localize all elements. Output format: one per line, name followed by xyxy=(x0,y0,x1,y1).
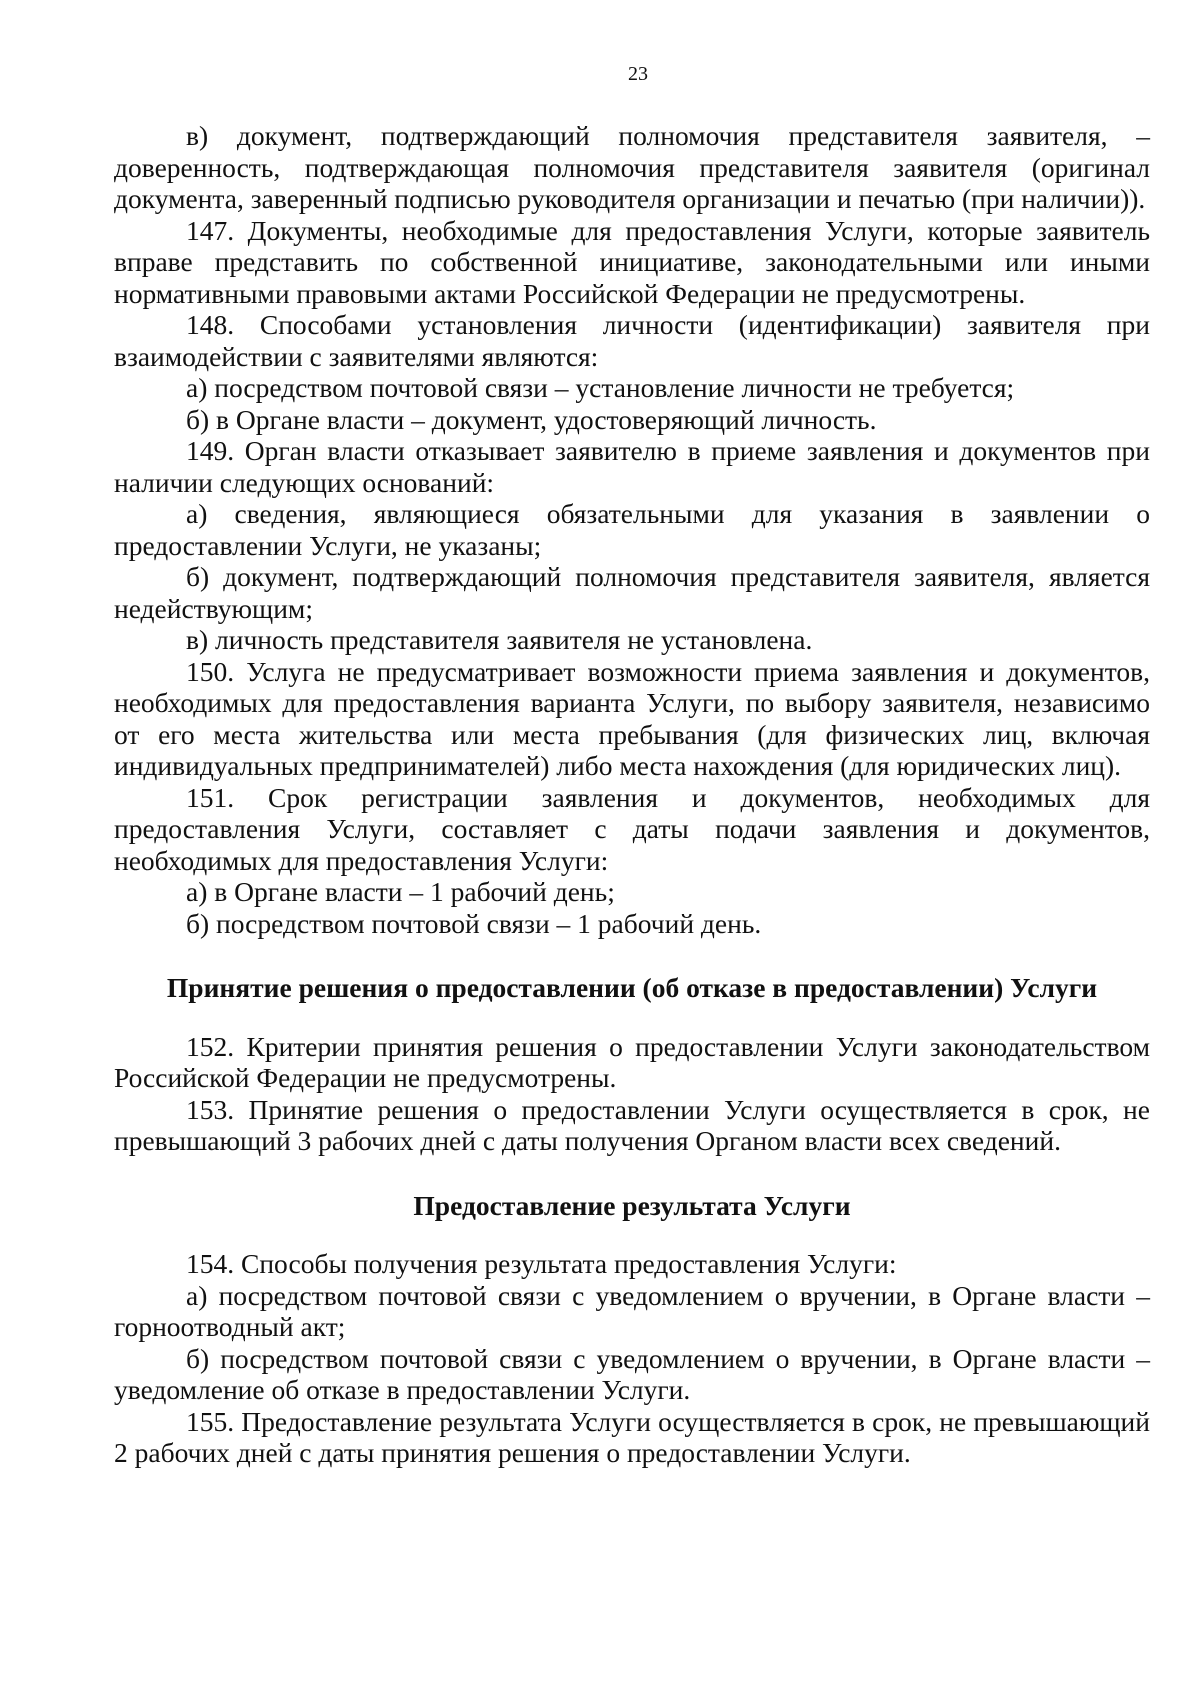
paragraph-155: 155. Предоставление результата Услуги осуществляется в срок, не превышающий 2 рабочих дней с даты принятия решения о предоставлении Услуги. xyxy=(114,1405,1150,1468)
spacer xyxy=(114,1157,1150,1190)
section-result xyxy=(114,1248,1150,1469)
paragraph-151-b: б) посредством почтовой связи – 1 рабочий день. xyxy=(186,907,762,939)
section-procedure-items xyxy=(114,120,1150,939)
paragraph-148-a: а) посредством почтовой связи – установление личности не требуется; xyxy=(186,372,1015,403)
paragraph-148-b: б) в Органе власти – документ, удостоверяющий личность. xyxy=(186,403,877,435)
paragraph-150: 150. Услуга не предусматривает возможности приема заявления и документов, необходимых для предоставления варианта Услуги, по выбору заявителя, независимо от его места жительства или места пребывания (для физических лиц, включая индивидуальных предпринимателей) либо места нахождения (для юридических лиц). xyxy=(114,655,1150,781)
paragraph-152: 152. Критерии принятия решения о предоставлении Услуги законодательством Российской Федерации не предусмотрены. xyxy=(114,1030,1150,1093)
paragraph-146-v: в) документ, подтверждающий полномочия представителя заявителя, – доверенность, подтверждающая полномочия представителя заявителя (оригинал документа, заверенный подписью руководителя организации и печатью (при наличии)). xyxy=(114,120,1150,214)
spacer xyxy=(114,1221,1150,1248)
paragraph-148: 148. Способами установления личности (идентификации) заявителя при взаимодействии с заявителями являются: xyxy=(114,309,1150,372)
spacer xyxy=(114,1004,1150,1031)
section-heading-result: Предоставление результата Услуги xyxy=(413,1189,851,1221)
page-number: 23 xyxy=(628,63,648,85)
spacer xyxy=(114,939,1150,972)
paragraph-149-v: в) личность представителя заявителя не установлена. xyxy=(186,624,813,655)
paragraph-154-b: б) посредством почтовой связи с уведомлением о вручении, в Органе власти – уведомление об отказе в предоставлении Услуги. xyxy=(114,1342,1150,1405)
paragraph-153: 153. Принятие решения о предоставлении Услуги осуществляется в срок, не превышающий 3 рабочих дней с даты получения Органом власти всех сведений. xyxy=(114,1093,1150,1156)
section-heading-decision: Принятие решения о предоставлении (об отказе в предоставлении) Услуги xyxy=(166,972,1098,1003)
paragraph-151: 151. Срок регистрации заявления и документов, необходимых для предоставления Услуги, составляет с даты подачи заявления и документов, необходимых для предоставления Услуги: xyxy=(114,781,1150,876)
paragraph-149-a: а) сведения, являющиеся обязательными для указания в заявлении о предоставлении Услуги, не указаны; xyxy=(114,498,1150,561)
paragraph-151-a: а) в Органе власти – 1 рабочий день; xyxy=(186,876,615,907)
paragraph-149: 149. Орган власти отказывает заявителю в приеме заявления и документов при наличии следующих оснований: xyxy=(114,435,1150,498)
section-decision xyxy=(114,1031,1150,1157)
paragraph-149-b: б) документ, подтверждающий полномочия представителя заявителя, является недействующим; xyxy=(114,561,1150,624)
document-page xyxy=(114,62,1150,1469)
paragraph-154: 154. Способы получения результата предоставления Услуги: xyxy=(186,1248,897,1279)
paragraph-147: 147. Документы, необходимые для предоставления Услуги, которые заявитель вправе представить по собственной инициативе, законодательными или иными нормативными правовыми актами Российской Федерации не предусмотрены. xyxy=(114,214,1150,309)
paragraph-154-a: а) посредством почтовой связи с уведомлением о вручении, в Органе власти – горноотводный акт; xyxy=(114,1279,1150,1342)
